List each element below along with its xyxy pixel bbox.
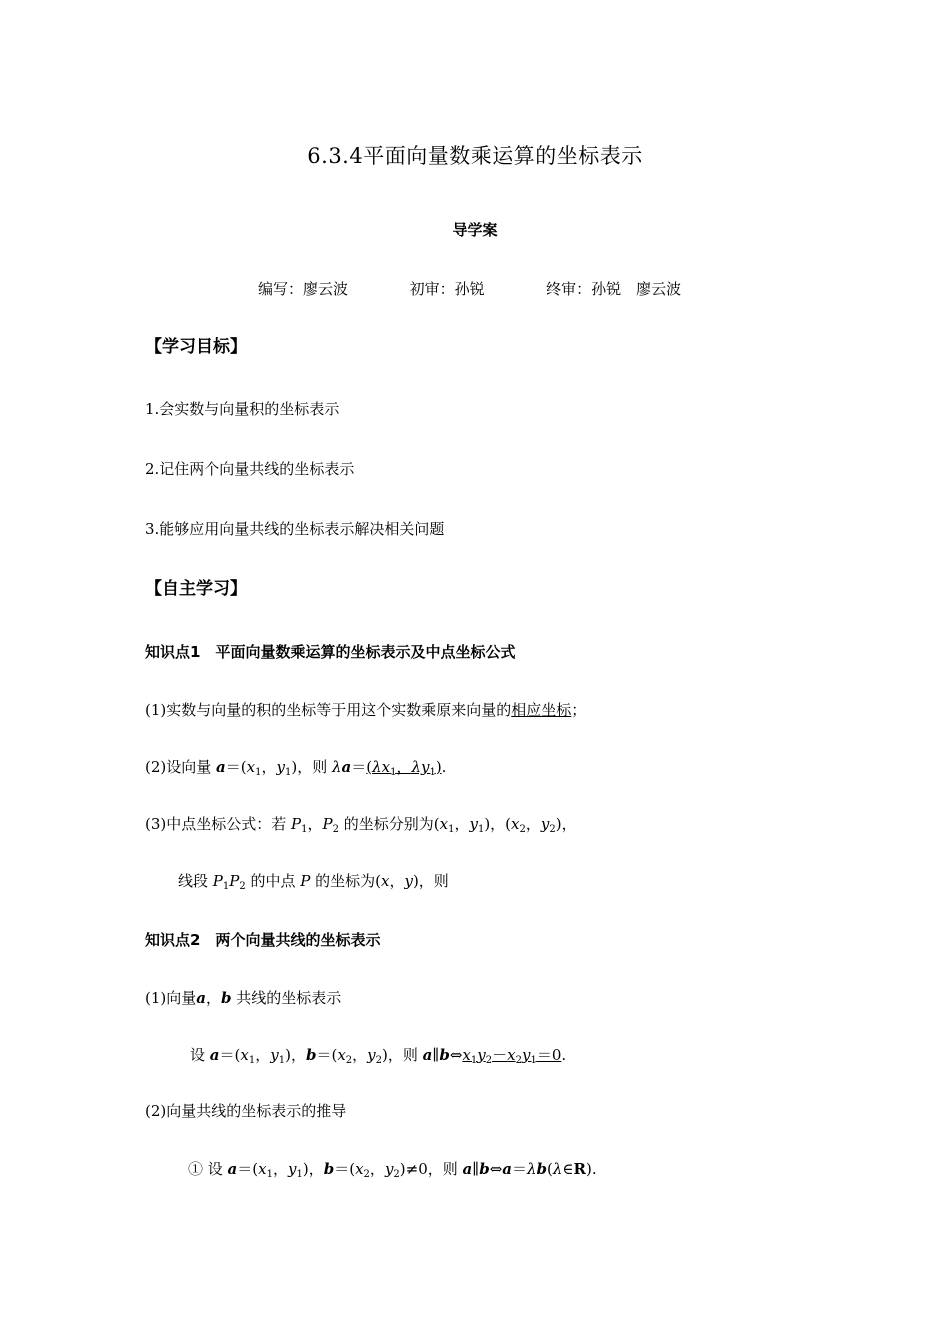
writer: 编写：廖云波 bbox=[258, 280, 349, 298]
kp2-item-1-formula: 设 $a=(x_1$，$y_1$)，$b=(x_2$，$y_2$)，则 $a\parallel b\Leftrightarrow x_1y_2-x_2y_1=0$. bbox=[190, 1046, 567, 1066]
kp2-item-2-step-1: ① 设 $a=(x_1$，$y_1$)，$b=(x_2$，$y_2)\ne 0$，则 a∥b⇔a＝λb(λ∈R). bbox=[188, 1160, 597, 1180]
page-title: 6.3.4平面向量数乘运算的坐标表示 bbox=[307, 144, 643, 168]
goal-1: 1.会实数与向量积的坐标表示 bbox=[145, 400, 340, 418]
page-subtitle: 导学案 bbox=[452, 221, 498, 239]
authors-line bbox=[258, 278, 681, 299]
kp1-item-1 bbox=[145, 700, 586, 720]
kp1-item-3: (3)中点坐标公式：若 $P_1$，$P_2$ 的坐标分别为($x_1$，$y_1$)，($x_2$，$y_2$)， bbox=[145, 815, 577, 835]
final-reviewer: 终审：孙锐 廖云波 bbox=[546, 280, 682, 298]
kp1-item-3-cont: 线段 $P_1P_2$ 的中点 P 的坐标为(x，y)，则 bbox=[178, 872, 449, 892]
section-heading-self-study: 【自主学习】 bbox=[145, 579, 247, 599]
first-reviewer: 初审：孙锐 bbox=[409, 280, 485, 298]
knowledge-point-1-title: 知识点1 平面向量数乘运算的坐标表示及中点坐标公式 bbox=[145, 643, 516, 661]
kp2-item-2: (2)向量共线的坐标表示的推导 bbox=[145, 1102, 347, 1120]
knowledge-point-2-title: 知识点2 两个向量共线的坐标表示 bbox=[145, 931, 381, 949]
goal-3: 3.能够应用向量共线的坐标表示解决相关问题 bbox=[145, 520, 445, 538]
kp2-item-1: (1)向量a，b 共线的坐标表示 bbox=[145, 989, 342, 1007]
section-heading-goals: 【学习目标】 bbox=[145, 337, 247, 357]
goal-2: 2.记住两个向量共线的坐标表示 bbox=[145, 460, 355, 478]
kp1-item-1-text: (1)实数与向量的积的坐标等于用这个实数乘原来向量的 bbox=[145, 701, 512, 719]
kp1-item-1-answer: 相应坐标 bbox=[511, 701, 572, 719]
kp1-item-1-end: ； bbox=[571, 701, 587, 719]
kp1-item-2: (2)设向量 $a=(x_1$，$y_1$)，则 $\lambda a=(\lambda x_1$，$\lambda y_1$). bbox=[145, 758, 447, 778]
